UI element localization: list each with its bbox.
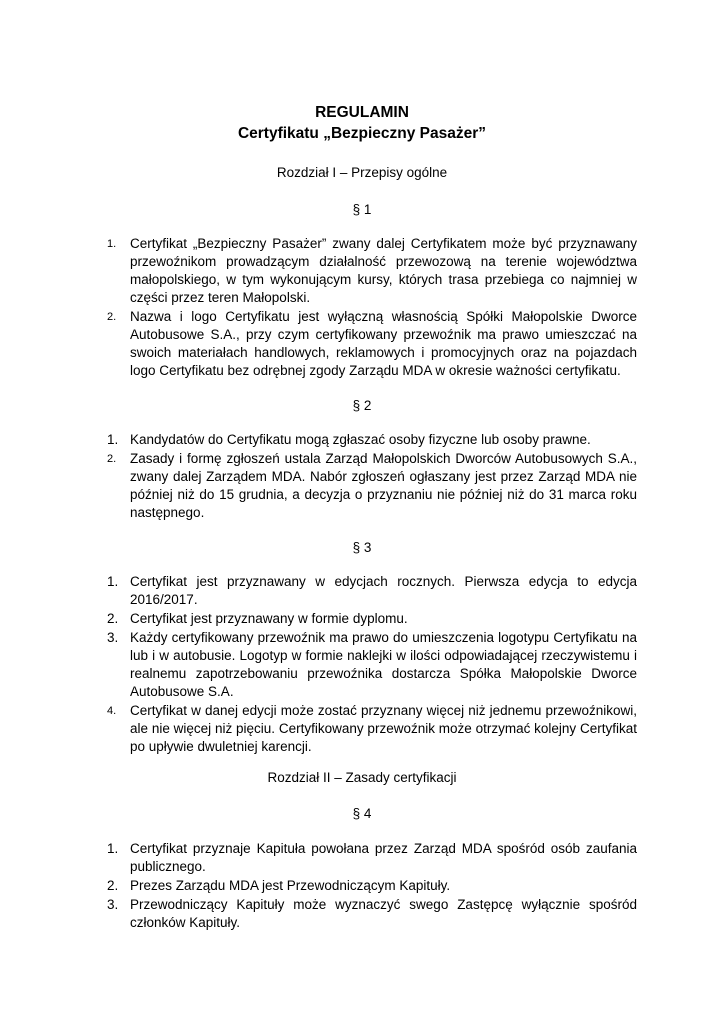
paragraph-2-list [0, 431, 724, 523]
list-item [107, 573, 637, 609]
list-item-number: 1. [107, 238, 117, 250]
list-item [107, 629, 637, 701]
paragraph-1-list [0, 235, 724, 381]
paragraph-4-heading: § 4 [352, 806, 372, 821]
chapter-2-heading: Rozdział II – Zasady certyfikacji [267, 770, 457, 785]
list-item [107, 431, 637, 449]
list-item-text: Każdy certyfikowany przewoźnik ma prawo do umieszczenia logotypu Certyfikatu na lub i w autobusie. Logotyp w formie naklejki w ilości odpowiadającej rzeczywistemu i realnemu zapotrzebowaniu przewoźnika dostarcza Spółka Małopolskie Dworce Autobusowe S.A. [130, 630, 637, 699]
list-item-number: 2. [107, 878, 119, 893]
list-item-number: 1. [107, 841, 119, 856]
list-item [107, 896, 637, 932]
document-title: REGULAMIN [315, 104, 409, 121]
list-item-number: 2. [107, 611, 119, 626]
list-item [107, 235, 637, 307]
list-item-text: Zasady i formę zgłoszeń ustala Zarząd Małopolskich Dworców Autobusowych S.A., zwany dalej Zarządem MDA. Nabór zgłoszeń ogłaszany jest przez Zarząd MDA nie później niż do 15 grudnia, a decyzja o przyznaniu nie później niż do 31 marca roku następnego. [130, 451, 637, 520]
list-item-number: 4. [107, 705, 117, 717]
list-item [107, 702, 637, 756]
list-item-number: 1. [107, 432, 119, 447]
paragraph-3-list [0, 573, 724, 757]
list-item-number: 3. [107, 897, 119, 912]
chapter-1-heading: Rozdział I – Przepisy ogólne [276, 165, 448, 180]
paragraph-4-list [0, 840, 724, 933]
list-item-number: 2. [107, 311, 117, 323]
document-subtitle: Certyfikatu „Bezpieczny Pasażer” [237, 125, 487, 142]
list-item-text: Certyfikat „Bezpieczny Pasażer” zwany dalej Certyfikatem może być przyznawany przewoźnikom prowadzącym działalność przewozową na terenie województwa małopolskiego, w tym wykonującym kursy, których trasa przebiega co najmniej w części przez teren Małopolski. [130, 236, 637, 305]
list-item [107, 450, 637, 522]
list-item [107, 610, 637, 628]
paragraph-2-heading: § 2 [352, 398, 372, 413]
list-item [107, 877, 637, 895]
list-item-text: Prezes Zarządu MDA jest Przewodniczącym Kapituły. [130, 878, 451, 893]
list-item-text: Certyfikat jest przyznawany w formie dyplomu. [130, 611, 408, 626]
list-item-number: 2. [107, 453, 117, 465]
list-item-text: Kandydatów do Certyfikatu mogą zgłaszać osoby fizyczne lub osoby prawne. [130, 432, 591, 447]
list-item-text: Certyfikat jest przyznawany w edycjach rocznych. Pierwsza edycja to edycja 2016/2017. [130, 574, 637, 607]
list-item-text: Certyfikat przyznaje Kapituła powołana przez Zarząd MDA spośród osób zaufania publicznego. [130, 841, 637, 874]
list-item-text: Certyfikat w danej edycji może zostać przyznany więcej niż jednemu przewoźnikowi, ale nie więcej niż pięciu. Certyfikowany przewoźnik może otrzymać kolejny Certyfikat po upływie dwuletniej karencji. [130, 703, 637, 754]
paragraph-1-heading: § 1 [352, 202, 372, 217]
list-item-number: 1. [107, 574, 119, 589]
list-item [107, 308, 637, 380]
list-item-text: Nazwa i logo Certyfikatu jest wyłączną własnością Spółki Małopolskie Dworce Autobusowe S.A., przy czym certyfikowany przewoźnik ma prawo umieszczać na swoich materiałach handlowych, reklamowych i promocyjnych oraz na pojazdach logo Certyfikatu bez odrębnej zgody Zarządu MDA w okresie ważności certyfikatu. [130, 309, 637, 378]
paragraph-3-heading: § 3 [352, 540, 372, 555]
list-item-number: 3. [107, 630, 119, 645]
list-item-text: Przewodniczący Kapituły może wyznaczyć swego Zastępcę wyłącznie spośród członków Kapituły. [130, 897, 637, 930]
list-item [107, 840, 637, 876]
